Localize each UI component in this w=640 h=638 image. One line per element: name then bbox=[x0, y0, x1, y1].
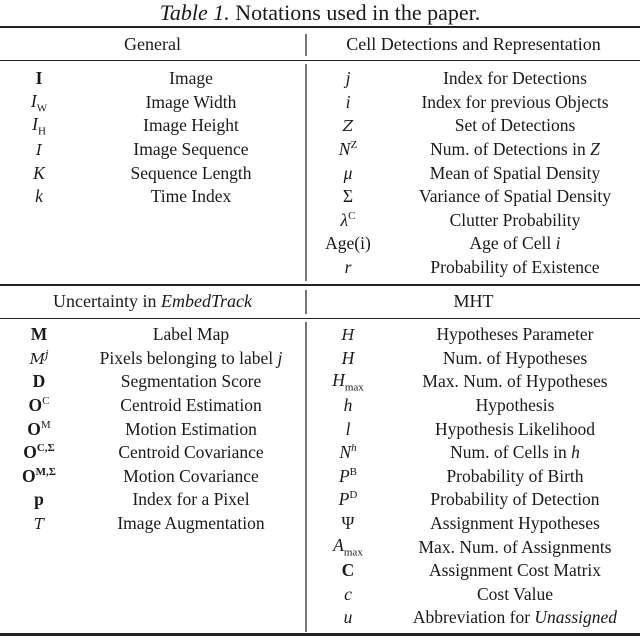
table-row bbox=[306, 465, 640, 489]
notation-description: Probability of Existence bbox=[430, 257, 600, 278]
table-row bbox=[0, 185, 304, 209]
symbol-superscript: D bbox=[349, 489, 358, 502]
symbol-base: c bbox=[344, 583, 352, 604]
notation-symbol bbox=[306, 139, 390, 160]
header-text: Cell Detections and Representation bbox=[346, 34, 601, 54]
table-row bbox=[306, 209, 640, 233]
table-row bbox=[306, 185, 640, 209]
section-header-general bbox=[0, 29, 305, 59]
symbol-superscript: C,Σ bbox=[36, 442, 55, 455]
section-header-uncertainty bbox=[0, 286, 305, 316]
table-row bbox=[306, 114, 640, 138]
table-row bbox=[0, 465, 304, 489]
notation-description: Sequence Length bbox=[130, 162, 252, 183]
symbol-base: P bbox=[338, 489, 350, 510]
symbol-superscript: M,Σ bbox=[35, 466, 56, 479]
notation-symbol bbox=[0, 324, 78, 345]
notation-symbol bbox=[0, 186, 78, 207]
section-header-cell-detections bbox=[307, 29, 640, 59]
symbol-base: μ bbox=[343, 162, 353, 183]
notation-description: Max. Num. of Assignments bbox=[418, 536, 612, 557]
symbol-base: H bbox=[332, 370, 345, 391]
header-rule-2 bbox=[0, 318, 640, 319]
symbol-base: T bbox=[33, 514, 44, 533]
table-row bbox=[0, 161, 304, 185]
symbol-base: M bbox=[29, 350, 45, 369]
notation-description: Assignment Cost Matrix bbox=[428, 560, 602, 581]
symbol-superscript: B bbox=[349, 466, 358, 479]
notation-description: Image bbox=[169, 68, 213, 89]
symbol-base: p bbox=[34, 489, 44, 510]
symbol-base: h bbox=[343, 395, 353, 416]
symbol-base: K bbox=[33, 162, 45, 183]
symbol-base: N bbox=[338, 139, 351, 160]
symbol-base: H bbox=[341, 325, 355, 344]
notation-symbol bbox=[306, 233, 390, 254]
notation-description: Segmentation Score bbox=[120, 371, 262, 392]
notation-description: Index for previous Objects bbox=[421, 91, 609, 112]
symbol-base: P bbox=[338, 465, 350, 486]
notation-description: Abbreviation for Unassigned bbox=[412, 607, 618, 628]
notation-symbol bbox=[306, 370, 390, 394]
notation-description: Hypothesis bbox=[475, 395, 555, 416]
symbol-base: A bbox=[333, 535, 344, 556]
symbol-base: l bbox=[345, 418, 351, 439]
bottom-rule bbox=[0, 633, 640, 636]
symbol-base: O bbox=[28, 395, 43, 416]
symbol-superscript: Z bbox=[350, 139, 358, 152]
symbol-base: Σ bbox=[342, 186, 354, 207]
table-row bbox=[306, 347, 640, 371]
symbol-base: O bbox=[27, 418, 41, 439]
symbol-base: D bbox=[32, 371, 46, 392]
notation-description: Assignment Hypotheses bbox=[430, 513, 600, 534]
notation-symbol bbox=[306, 163, 390, 184]
notation-symbol bbox=[0, 419, 78, 440]
caption-label: Table 1. bbox=[159, 0, 230, 25]
table-row bbox=[306, 370, 640, 394]
notation-description: Cost Value bbox=[477, 583, 553, 604]
notation-description: Pixels belonging to label j bbox=[99, 347, 283, 368]
table-row bbox=[306, 323, 640, 347]
symbol-base: H bbox=[341, 347, 355, 368]
notation-description: Time Index bbox=[150, 186, 232, 207]
italic-term: Z bbox=[590, 139, 600, 160]
table-row bbox=[306, 67, 640, 91]
notation-description: Index for a Pixel bbox=[132, 489, 250, 510]
notation-description: Hypotheses Parameter bbox=[436, 324, 594, 345]
uncertainty-rows bbox=[0, 323, 304, 535]
notation-symbol bbox=[306, 513, 390, 534]
table-row bbox=[0, 347, 304, 371]
notation-description: Num. of Detections in Z bbox=[430, 139, 600, 160]
table-row bbox=[0, 441, 304, 465]
notation-description: Centroid Covariance bbox=[118, 442, 264, 463]
header-text: General bbox=[124, 34, 181, 54]
notation-symbol bbox=[0, 68, 78, 89]
notation-symbol bbox=[306, 117, 390, 135]
notation-symbol bbox=[0, 114, 78, 138]
symbol-base: M bbox=[30, 324, 48, 345]
symbol-superscript: C bbox=[42, 395, 50, 408]
table-row bbox=[0, 138, 304, 162]
mht-rows bbox=[306, 323, 640, 630]
notation-symbol bbox=[306, 489, 390, 510]
table-caption bbox=[0, 0, 640, 26]
top-rule bbox=[0, 26, 640, 28]
symbol-subscript: H bbox=[37, 125, 46, 138]
table-row bbox=[0, 370, 304, 394]
table-row bbox=[306, 583, 640, 607]
table-row bbox=[0, 323, 304, 347]
notation-description: Variance of Spatial Density bbox=[419, 186, 611, 207]
notation-symbol bbox=[306, 535, 390, 559]
table-row bbox=[0, 394, 304, 418]
notation-symbol bbox=[0, 163, 78, 184]
notation-description: Set of Detections bbox=[454, 115, 576, 136]
notation-symbol bbox=[306, 257, 390, 278]
notation-description: Probability of Detection bbox=[430, 489, 600, 510]
notation-symbol bbox=[0, 515, 78, 533]
table-row bbox=[306, 441, 640, 465]
notation-symbol bbox=[0, 466, 78, 487]
notation-symbol bbox=[306, 92, 390, 113]
notation-description: Age of Cell i bbox=[469, 233, 561, 254]
header-text-italic: EmbedTrack bbox=[160, 291, 252, 311]
symbol-base: λ bbox=[340, 209, 349, 230]
notation-symbol bbox=[306, 68, 390, 89]
notation-description: Motion Estimation bbox=[125, 418, 257, 439]
table-row bbox=[306, 488, 640, 512]
notation-description: Num. of Cells in h bbox=[450, 442, 580, 463]
table-row bbox=[306, 91, 640, 115]
table-row bbox=[306, 606, 640, 630]
notation-description: Clutter Probability bbox=[449, 209, 581, 230]
notation-description: Image Width bbox=[145, 91, 237, 112]
symbol-base: i bbox=[345, 91, 351, 112]
cell-detection-rows bbox=[306, 67, 640, 279]
notation-symbol bbox=[306, 442, 390, 463]
symbol-superscript: C bbox=[348, 210, 356, 223]
table-row bbox=[306, 394, 640, 418]
notation-description: Centroid Estimation bbox=[120, 395, 262, 416]
notation-symbol bbox=[306, 210, 390, 231]
header-text: MHT bbox=[453, 291, 494, 311]
table-row bbox=[0, 67, 304, 91]
notation-symbol bbox=[0, 442, 78, 463]
symbol-subscript: max bbox=[343, 546, 363, 559]
notation-symbol bbox=[306, 419, 390, 440]
notation-description: Num. of Hypotheses bbox=[442, 347, 588, 368]
table-row bbox=[306, 232, 640, 256]
caption-text: Notations used in the paper. bbox=[229, 0, 481, 25]
notation-description: Max. Num. of Hypotheses bbox=[422, 371, 608, 392]
symbol-base: I bbox=[32, 114, 38, 135]
table-row bbox=[306, 161, 640, 185]
notation-symbol bbox=[306, 348, 390, 369]
symbol-base: j bbox=[345, 68, 351, 89]
notation-symbol bbox=[306, 326, 390, 344]
notation-description: Motion Covariance bbox=[123, 465, 259, 486]
italic-term: j bbox=[277, 347, 283, 368]
notation-description: Label Map bbox=[152, 324, 230, 345]
symbol-superscript: M bbox=[40, 418, 51, 431]
italic-term: Unassigned bbox=[534, 607, 618, 628]
notation-description: Image Augmentation bbox=[117, 513, 265, 534]
notation-symbol bbox=[306, 560, 390, 581]
symbol-base: r bbox=[344, 257, 352, 278]
notation-symbol bbox=[0, 371, 78, 392]
general-rows bbox=[0, 67, 304, 209]
notation-symbol bbox=[306, 607, 390, 628]
notation-symbol bbox=[306, 186, 390, 207]
header-rule-1 bbox=[0, 60, 640, 61]
notation-symbol bbox=[0, 348, 78, 368]
notation-symbol bbox=[306, 584, 390, 605]
symbol-subscript: W bbox=[36, 102, 48, 115]
notation-symbol bbox=[0, 489, 78, 510]
italic-term: h bbox=[571, 442, 580, 463]
table-row bbox=[0, 488, 304, 512]
symbol-base: C bbox=[341, 560, 355, 581]
table-row bbox=[306, 417, 640, 441]
table-row bbox=[306, 138, 640, 162]
table-row bbox=[0, 114, 304, 138]
table-row bbox=[0, 91, 304, 115]
table-row bbox=[0, 512, 304, 536]
symbol-base: I bbox=[35, 68, 43, 89]
notation-description: Image Sequence bbox=[133, 139, 249, 160]
notation-symbol bbox=[306, 466, 390, 487]
symbol-base: N bbox=[339, 442, 352, 463]
symbol-base: O bbox=[22, 465, 36, 486]
symbol-base: I bbox=[36, 140, 42, 159]
notation-symbol bbox=[0, 141, 78, 159]
symbol-base: Age(i) bbox=[325, 233, 371, 254]
symbol-subscript: max bbox=[344, 381, 364, 394]
notation-symbol bbox=[0, 91, 78, 115]
symbol-base: k bbox=[35, 186, 43, 207]
italic-term: i bbox=[555, 233, 561, 254]
header-text: Uncertainty in bbox=[53, 291, 161, 311]
symbol-base: I bbox=[30, 90, 37, 111]
symbol-base: Z bbox=[342, 116, 354, 135]
notation-symbol bbox=[306, 395, 390, 416]
table-row bbox=[306, 512, 640, 536]
table-row bbox=[306, 559, 640, 583]
notation-symbol bbox=[0, 395, 78, 416]
symbol-base: Ψ bbox=[341, 513, 355, 534]
notation-description: Index for Detections bbox=[443, 68, 587, 89]
table-row bbox=[306, 256, 640, 280]
notation-description: Mean of Spatial Density bbox=[429, 162, 601, 183]
symbol-base: u bbox=[343, 607, 353, 628]
section-header-mht bbox=[307, 286, 640, 316]
notation-description: Image Height bbox=[143, 115, 239, 136]
table-row bbox=[0, 417, 304, 441]
symbol-superscript: h bbox=[351, 442, 357, 455]
table-row bbox=[306, 535, 640, 559]
notation-description: Probability of Birth bbox=[446, 465, 584, 486]
symbol-superscript: j bbox=[44, 348, 49, 362]
notation-description: Hypothesis Likelihood bbox=[435, 418, 595, 439]
symbol-base: O bbox=[23, 442, 37, 463]
